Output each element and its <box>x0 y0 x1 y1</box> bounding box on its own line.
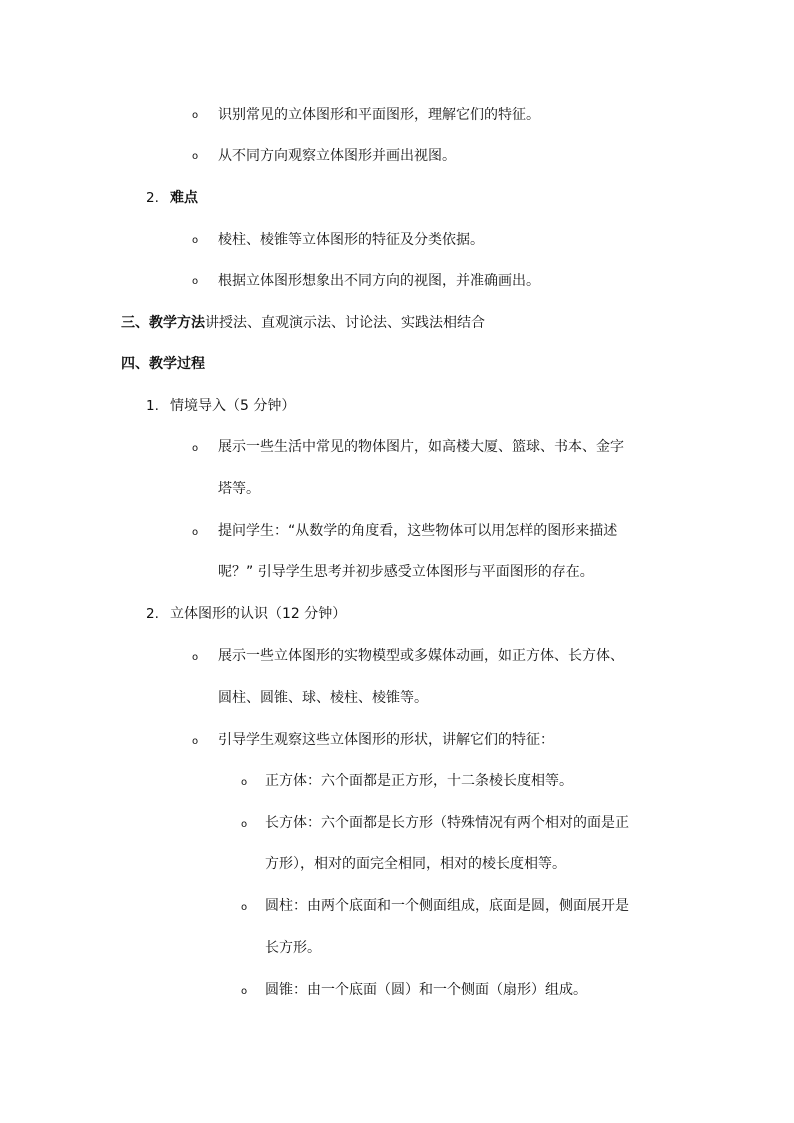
list-number: 2. <box>146 606 159 622</box>
list-item-continued: 方形），相对的面完全相同，相对的棱长度相等。 <box>265 856 566 872</box>
bullet-icon: o <box>192 736 199 747</box>
bullet-icon: o <box>192 110 199 121</box>
list-item: 根据立体图形想象出不同方向的视图，并准确画出。 <box>218 273 540 289</box>
bullet-icon: o <box>192 652 199 663</box>
subheading-difficulty: 难点 <box>170 190 198 206</box>
bullet-icon: o <box>241 902 248 913</box>
list-item: 圆柱：由两个底面和一个侧面组成，底面是圆，侧面展开是 <box>265 898 629 914</box>
list-item-continued: 呢？” 引导学生思考并初步感受立体图形与平面图形的存在。 <box>218 564 594 580</box>
list-item: 圆锥：由一个底面（圆）和一个侧面（扇形）组成。 <box>265 982 587 998</box>
list-item: 提问学生：“从数学的角度看，这些物体可以用怎样的图形来描述 <box>218 523 618 539</box>
list-item: 正方体：六个面都是正方形，十二条棱长度相等。 <box>265 773 573 789</box>
list-item: 长方体：六个面都是长方形（特殊情况有两个相对的面是正 <box>265 815 629 831</box>
bullet-icon: o <box>241 777 248 788</box>
bullet-icon: o <box>192 276 199 287</box>
list-item-continued: 圆柱、圆锥、球、棱柱、棱锥等。 <box>218 690 428 706</box>
subheading-intro: 情境导入（5 分钟） <box>170 398 296 414</box>
list-item: 棱柱、棱锥等立体图形的特征及分类依据。 <box>218 232 484 248</box>
section-teaching-method: 三、教学方法讲授法、直观演示法、讨论法、实践法相结合 <box>121 315 485 331</box>
list-number: 1. <box>146 398 159 414</box>
bullet-icon: o <box>192 443 199 454</box>
bullet-icon: o <box>241 819 248 830</box>
list-item: 引导学生观察这些立体图形的形状，讲解它们的特征： <box>218 732 554 748</box>
list-item: 识别常见的立体图形和平面图形，理解它们的特征。 <box>218 107 540 123</box>
bullet-icon: o <box>192 527 199 538</box>
list-item: 从不同方向观察立体图形并画出视图。 <box>218 148 456 164</box>
list-number: 2. <box>146 190 159 206</box>
list-item: 展示一些生活中常见的物体图片，如高楼大厦、篮球、书本、金字 <box>218 439 624 455</box>
list-item-continued: 塔等。 <box>218 481 260 497</box>
bullet-icon: o <box>192 235 199 246</box>
section-teaching-process: 四、教学过程 <box>121 356 205 372</box>
bullet-icon: o <box>241 986 248 997</box>
subheading-solid-figures: 立体图形的认识（12 分钟） <box>170 606 347 622</box>
list-item: 展示一些立体图形的实物模型或多媒体动画，如正方体、长方体、 <box>218 648 624 664</box>
list-item-continued: 长方形。 <box>265 940 321 956</box>
bullet-icon: o <box>192 151 199 162</box>
